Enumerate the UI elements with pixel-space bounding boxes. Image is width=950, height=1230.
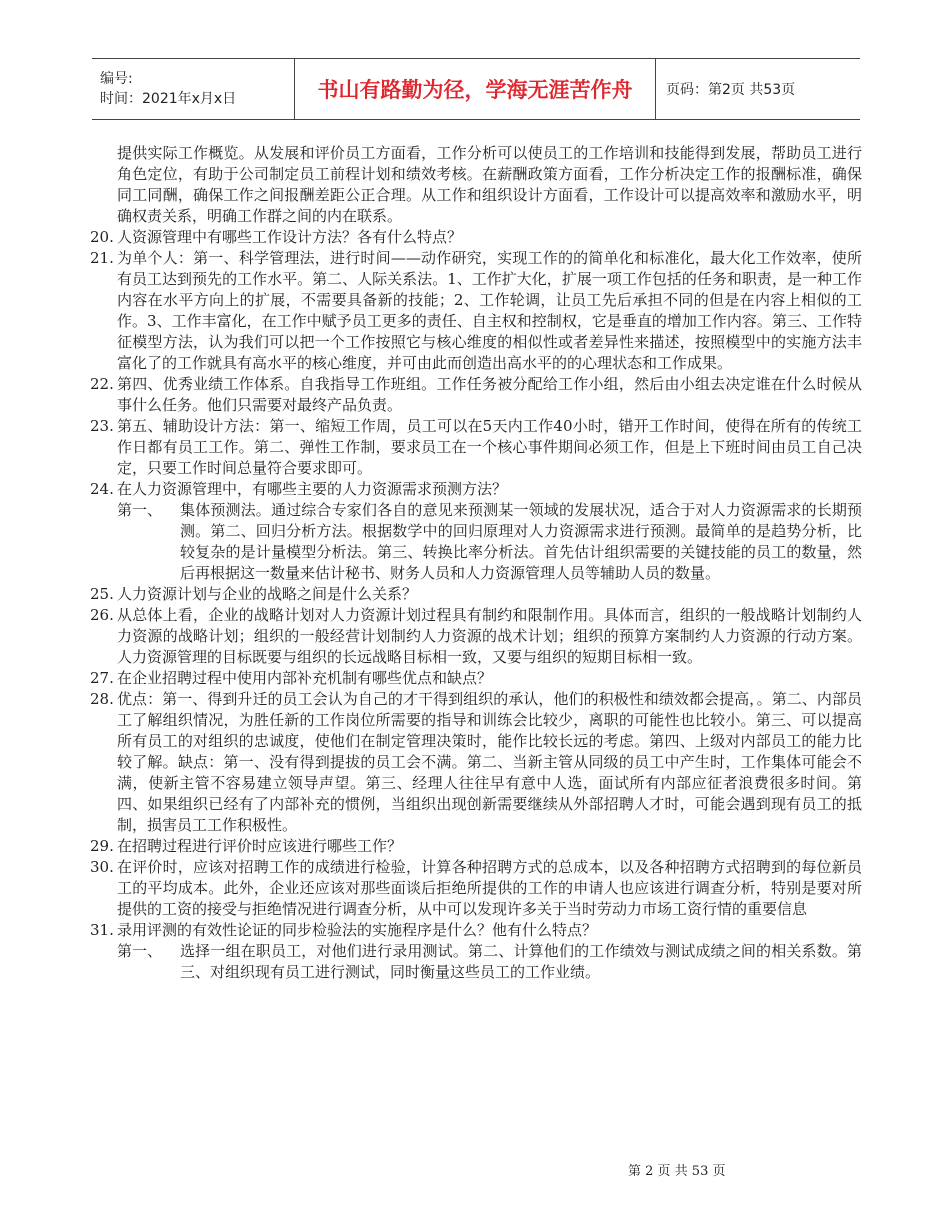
- header-motto-cell: [295, 59, 656, 119]
- list-item: [90, 584, 862, 605]
- time-label: 时间：2021年x月x日: [100, 91, 237, 107]
- list-item: [90, 857, 862, 920]
- list-item: [90, 836, 862, 857]
- item-number: 25.: [90, 585, 114, 603]
- list-item: [90, 668, 862, 689]
- page-header: [92, 58, 860, 120]
- item-text: 人资源管理中有哪些工作设计方法？各有什么特点？: [117, 228, 463, 246]
- item-text: 人力资源计划与企业的战略之间是什么关系？: [117, 585, 418, 603]
- page-footer: 第 2 页 共 53 页: [628, 1164, 726, 1179]
- sub-text: 集体预测法。通过综合专家们各自的意见来预测某一领域的发展状况，适合于对人力资源需求的长期预测。第二、回归分析方法。根据数学中的回归原理对人力资源需求进行预测。最简单的是趋势分析，比较复杂的是计量模型分析法。第三、转换比率分析法。首先估计组织需要的关键技能的员工的数量，然后再根据这一数量来估计秘书、财务人员和人力资源管理人员等辅助人员的数量。: [180, 501, 862, 582]
- intro-paragraph: 提供实际工作概览。从发展和评价员工方面看，工作分析可以使员工的工作培训和技能得到发展，帮助员工进行角色定位，有助于公司制定员工前程计划和绩效考核。在薪酬政策方面看，工作分析决定工作的报酬标准，确保同工同酬，确保工作之间报酬差距公正合理。从工作和组织设计方面看，工作设计可以提高效率和激励水平，明确权责关系，明确工作群之间的内在联系。: [117, 144, 862, 225]
- item-number: 30.: [90, 858, 114, 876]
- list-item: [90, 374, 862, 416]
- document-body: [90, 143, 862, 983]
- list-item: [90, 689, 862, 836]
- list-item: [90, 479, 862, 500]
- sub-label: 第一、: [117, 942, 163, 960]
- sub-label: 第一、: [117, 501, 163, 519]
- item-text: 从总体上看，企业的战略计划对人力资源计划过程具有制约和限制作用。具体而言，组织的一般战略计划制约人力资源的战略计划；组织的一般经营计划制约人力资源的战术计划；组织的预算方案制约人力资源的行动方案。人力资源管理的目标既要与组织的长远战略目标相一致，又要与组织的短期目标相一致。: [117, 606, 862, 666]
- item-number: 29.: [90, 837, 114, 855]
- item-text: 为单个人：第一、科学管理法，进行时间——动作研究，实现工作的的简单化和标准化，最大化工作效率，使所有员工达到预先的工作水平。第二、人际关系法。1、工作扩大化，扩展一项工作包括的任务和职责，是一种工作内容在水平方向上的扩展，不需要具备新的技能；2、工作轮调，让员工先后承担不同的但是在内容上相似的工作。3、工作丰富化，在工作中赋予员工更多的责任、自主权和控制权，它是垂直的增加工作内容。第三、工作特征模型方法，认为我们可以把一个工作按照它与核心维度的相似性或者差异性来描述，按照模型中的实施方法丰富化了的工作就具有高水平的核心维度，并可由此而创造出高水平的的心理状态和工作成果。: [117, 249, 862, 372]
- number-label: 编号:: [100, 71, 133, 87]
- sub-text: 选择一组在职员工，对他们进行录用测试。第二、计算他们的工作绩效与测试成绩之间的相关系数。第三、对组织现有员工进行测试，同时衡量这些员工的工作业绩。: [180, 942, 862, 981]
- list-item: [90, 227, 862, 248]
- item-text: 在招聘过程进行评价时应该进行哪些工作？: [117, 837, 403, 855]
- item-text: 录用评测的有效性论证的同步检验法的实施程序是什么？他有什么特点？: [117, 921, 598, 939]
- item-number: 31.: [90, 921, 114, 939]
- item-number: 22.: [90, 375, 114, 393]
- item-text: 在企业招聘过程中使用内部补充机制有哪些优点和缺点？: [117, 669, 493, 687]
- header-motto: 书山有路勤为径，学海无涯苦作舟: [317, 78, 633, 102]
- list-item: [90, 920, 862, 941]
- item-number: 24.: [90, 480, 114, 498]
- header-page-info: 页码：第2页 共53页: [666, 82, 796, 98]
- item-number: 27.: [90, 669, 114, 687]
- item-number: 23.: [90, 417, 114, 435]
- item-number: 20.: [90, 228, 114, 246]
- sub-item-31: [90, 941, 862, 983]
- item-number: 21.: [90, 249, 114, 267]
- list-item: [90, 416, 862, 479]
- item-text: 在人力资源管理中，有哪些主要的人力资源需求预测方法？: [117, 480, 508, 498]
- item-text: 第五、辅助设计方法：第一、缩短工作周，员工可以在5天内工作40小时，错开工作时间，使得在所有的传统工作日都有员工工作。第二、弹性工作制，要求员工在一个核心事件期间必须工作，但是上下班时间由员工自己决定，只要工作时间总量符合要求即可。: [117, 417, 862, 477]
- item-number: 28.: [90, 690, 114, 708]
- item-text: 第四、优秀业绩工作体系。自我指导工作班组。工作任务被分配给工作小组，然后由小组去决定谁在什么时候从事什么任务。他们只需要对最终产品负责。: [117, 375, 862, 414]
- item-number: 26.: [90, 606, 114, 624]
- list-item: [90, 605, 862, 668]
- header-meta: [92, 59, 295, 119]
- list-item: [90, 248, 862, 374]
- item-text: 在评价时，应该对招聘工作的成绩进行检验，计算各种招聘方式的总成本，以及各种招聘方式招聘到的每位新员工的平均成本。此外，企业还应该对那些面谈后拒绝所提供的工作的申请人也应该进行调查分析，特别是要对所提供的工资的接受与拒绝情况进行调查分析，从中可以发现许多关于当时劳动力市场工资行情的重要信息: [117, 858, 862, 918]
- item-text: 优点：第一、得到升迁的员工会认为自己的才干得到组织的承认，他们的积极性和绩效都会提高，。第二、内部员工了解组织情况，为胜任新的工作岗位所需要的指导和训练会比较少，离职的可能性也比较小。第三、可以提高所有员工的对组织的忠诚度，使他们在制定管理决策时，能作比较长远的考虑。第四、上级对内部员工的能力比较了解。缺点：第一、没有得到提拔的员工会不满。第二、当新主管从同级的员工中产生时，工作集体可能会不满，使新主管不容易建立领导声望。第三、经理人往往早有意中人选，面试所有内部应征者浪费很多时间。第四、如果组织已经有了内部补充的惯例，当组织出现创新需要继续从外部招聘人才时，可能会遇到现有员工的抵制，损害员工工作积极性。: [117, 690, 862, 834]
- sub-item-24: [90, 500, 862, 584]
